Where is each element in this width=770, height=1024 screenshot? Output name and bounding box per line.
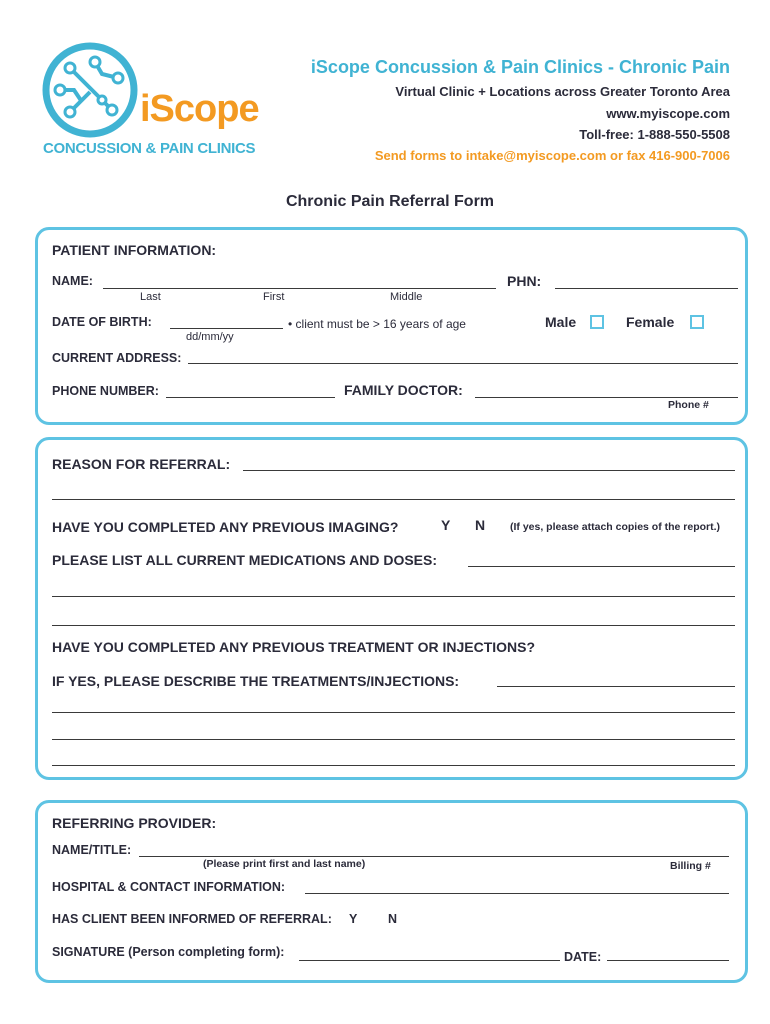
clinic-locations: Virtual Clinic + Locations across Greater Toronto Area xyxy=(395,84,730,99)
medications-field-line-1[interactable] xyxy=(468,566,735,567)
reason-field-line-1[interactable] xyxy=(243,470,735,471)
name-field[interactable] xyxy=(103,288,496,289)
provider-heading: REFERRING PROVIDER: xyxy=(52,815,217,831)
first-hint: First xyxy=(263,291,285,303)
date-label: DATE: xyxy=(564,950,602,964)
male-checkbox[interactable] xyxy=(590,315,604,329)
phn-label: PHN: xyxy=(507,273,542,289)
address-label: CURRENT ADDRESS: xyxy=(52,351,182,365)
imaging-question: HAVE YOU COMPLETED ANY PREVIOUS IMAGING? xyxy=(52,519,399,535)
form-title: Chronic Pain Referral Form xyxy=(285,193,495,210)
clinic-title: iScope Concussion & Pain Clinics - Chronic Pain xyxy=(310,57,730,77)
clinic-website: www.myiscope.com xyxy=(606,106,730,121)
reason-label: REASON FOR REFERRAL: xyxy=(52,456,231,472)
imaging-yes[interactable]: Y xyxy=(441,517,451,533)
address-field[interactable] xyxy=(188,363,738,364)
logo-wordmark: iScope xyxy=(140,88,259,130)
phone-label: PHONE NUMBER: xyxy=(52,384,159,398)
describe-field-line-3[interactable] xyxy=(52,739,735,740)
describe-field-line-4[interactable] xyxy=(52,765,735,766)
male-label: Male xyxy=(545,314,577,330)
clinic-tollfree: Toll-free: 1-888-550-5508 xyxy=(579,127,730,142)
informed-yes[interactable]: Y xyxy=(349,912,358,926)
reason-field-line-2[interactable] xyxy=(52,499,735,500)
imaging-note: (If yes, please attach copies of the report.) xyxy=(510,521,721,533)
referral-section xyxy=(35,437,748,780)
describe-field-line-2[interactable] xyxy=(52,712,735,713)
patient-heading: PATIENT INFORMATION: xyxy=(52,242,217,258)
treatment-question: HAVE YOU COMPLETED ANY PREVIOUS TREATMENT OR INJECTIONS? xyxy=(52,639,536,655)
circuit-brain-logo-icon xyxy=(40,40,140,140)
billing-hint: Billing # xyxy=(670,860,711,872)
describe-field-line-1[interactable] xyxy=(497,686,735,687)
last-hint: Last xyxy=(140,291,161,303)
family-doctor-label: FAMILY DOCTOR: xyxy=(344,382,463,398)
imaging-no[interactable]: N xyxy=(475,517,486,533)
signature-field[interactable] xyxy=(299,960,560,961)
describe-label: IF YES, PLEASE DESCRIBE THE TREATMENTS/INJECTIONS: xyxy=(52,673,460,689)
print-name-hint: (Please print first and last name) xyxy=(203,858,366,870)
hospital-label: HOSPITAL & CONTACT INFORMATION: xyxy=(52,880,286,894)
medications-label: PLEASE LIST ALL CURRENT MEDICATIONS AND DOSES: xyxy=(52,552,438,568)
family-doctor-field[interactable] xyxy=(475,397,738,398)
dob-label: DATE OF BIRTH: xyxy=(52,315,152,329)
logo-subtitle: CONCUSSION & PAIN CLINICS xyxy=(43,140,256,157)
send-forms-note: Send forms to intake@myiscope.com or fax 416-900-7006 xyxy=(374,148,730,163)
name-label: NAME: xyxy=(52,274,93,288)
phone-field[interactable] xyxy=(166,397,335,398)
dob-hint: dd/mm/yy xyxy=(186,331,234,343)
informed-no[interactable]: N xyxy=(388,912,398,926)
name-title-field[interactable] xyxy=(139,856,729,857)
female-checkbox[interactable] xyxy=(690,315,704,329)
hospital-field[interactable] xyxy=(305,893,729,894)
phn-field[interactable] xyxy=(555,288,738,289)
medications-field-line-2[interactable] xyxy=(52,596,735,597)
medications-field-line-3[interactable] xyxy=(52,625,735,626)
dob-field[interactable] xyxy=(170,328,283,329)
name-title-label: NAME/TITLE: xyxy=(52,843,132,857)
signature-label: SIGNATURE (Person completing form): xyxy=(52,945,285,959)
date-field[interactable] xyxy=(607,960,729,961)
female-label: Female xyxy=(626,314,675,330)
informed-label: HAS CLIENT BEEN INFORMED OF REFERRAL: xyxy=(52,912,332,926)
middle-hint: Middle xyxy=(390,291,423,303)
age-note: • client must be > 16 years of age xyxy=(288,317,466,331)
phone-hash-hint: Phone # xyxy=(668,399,709,411)
